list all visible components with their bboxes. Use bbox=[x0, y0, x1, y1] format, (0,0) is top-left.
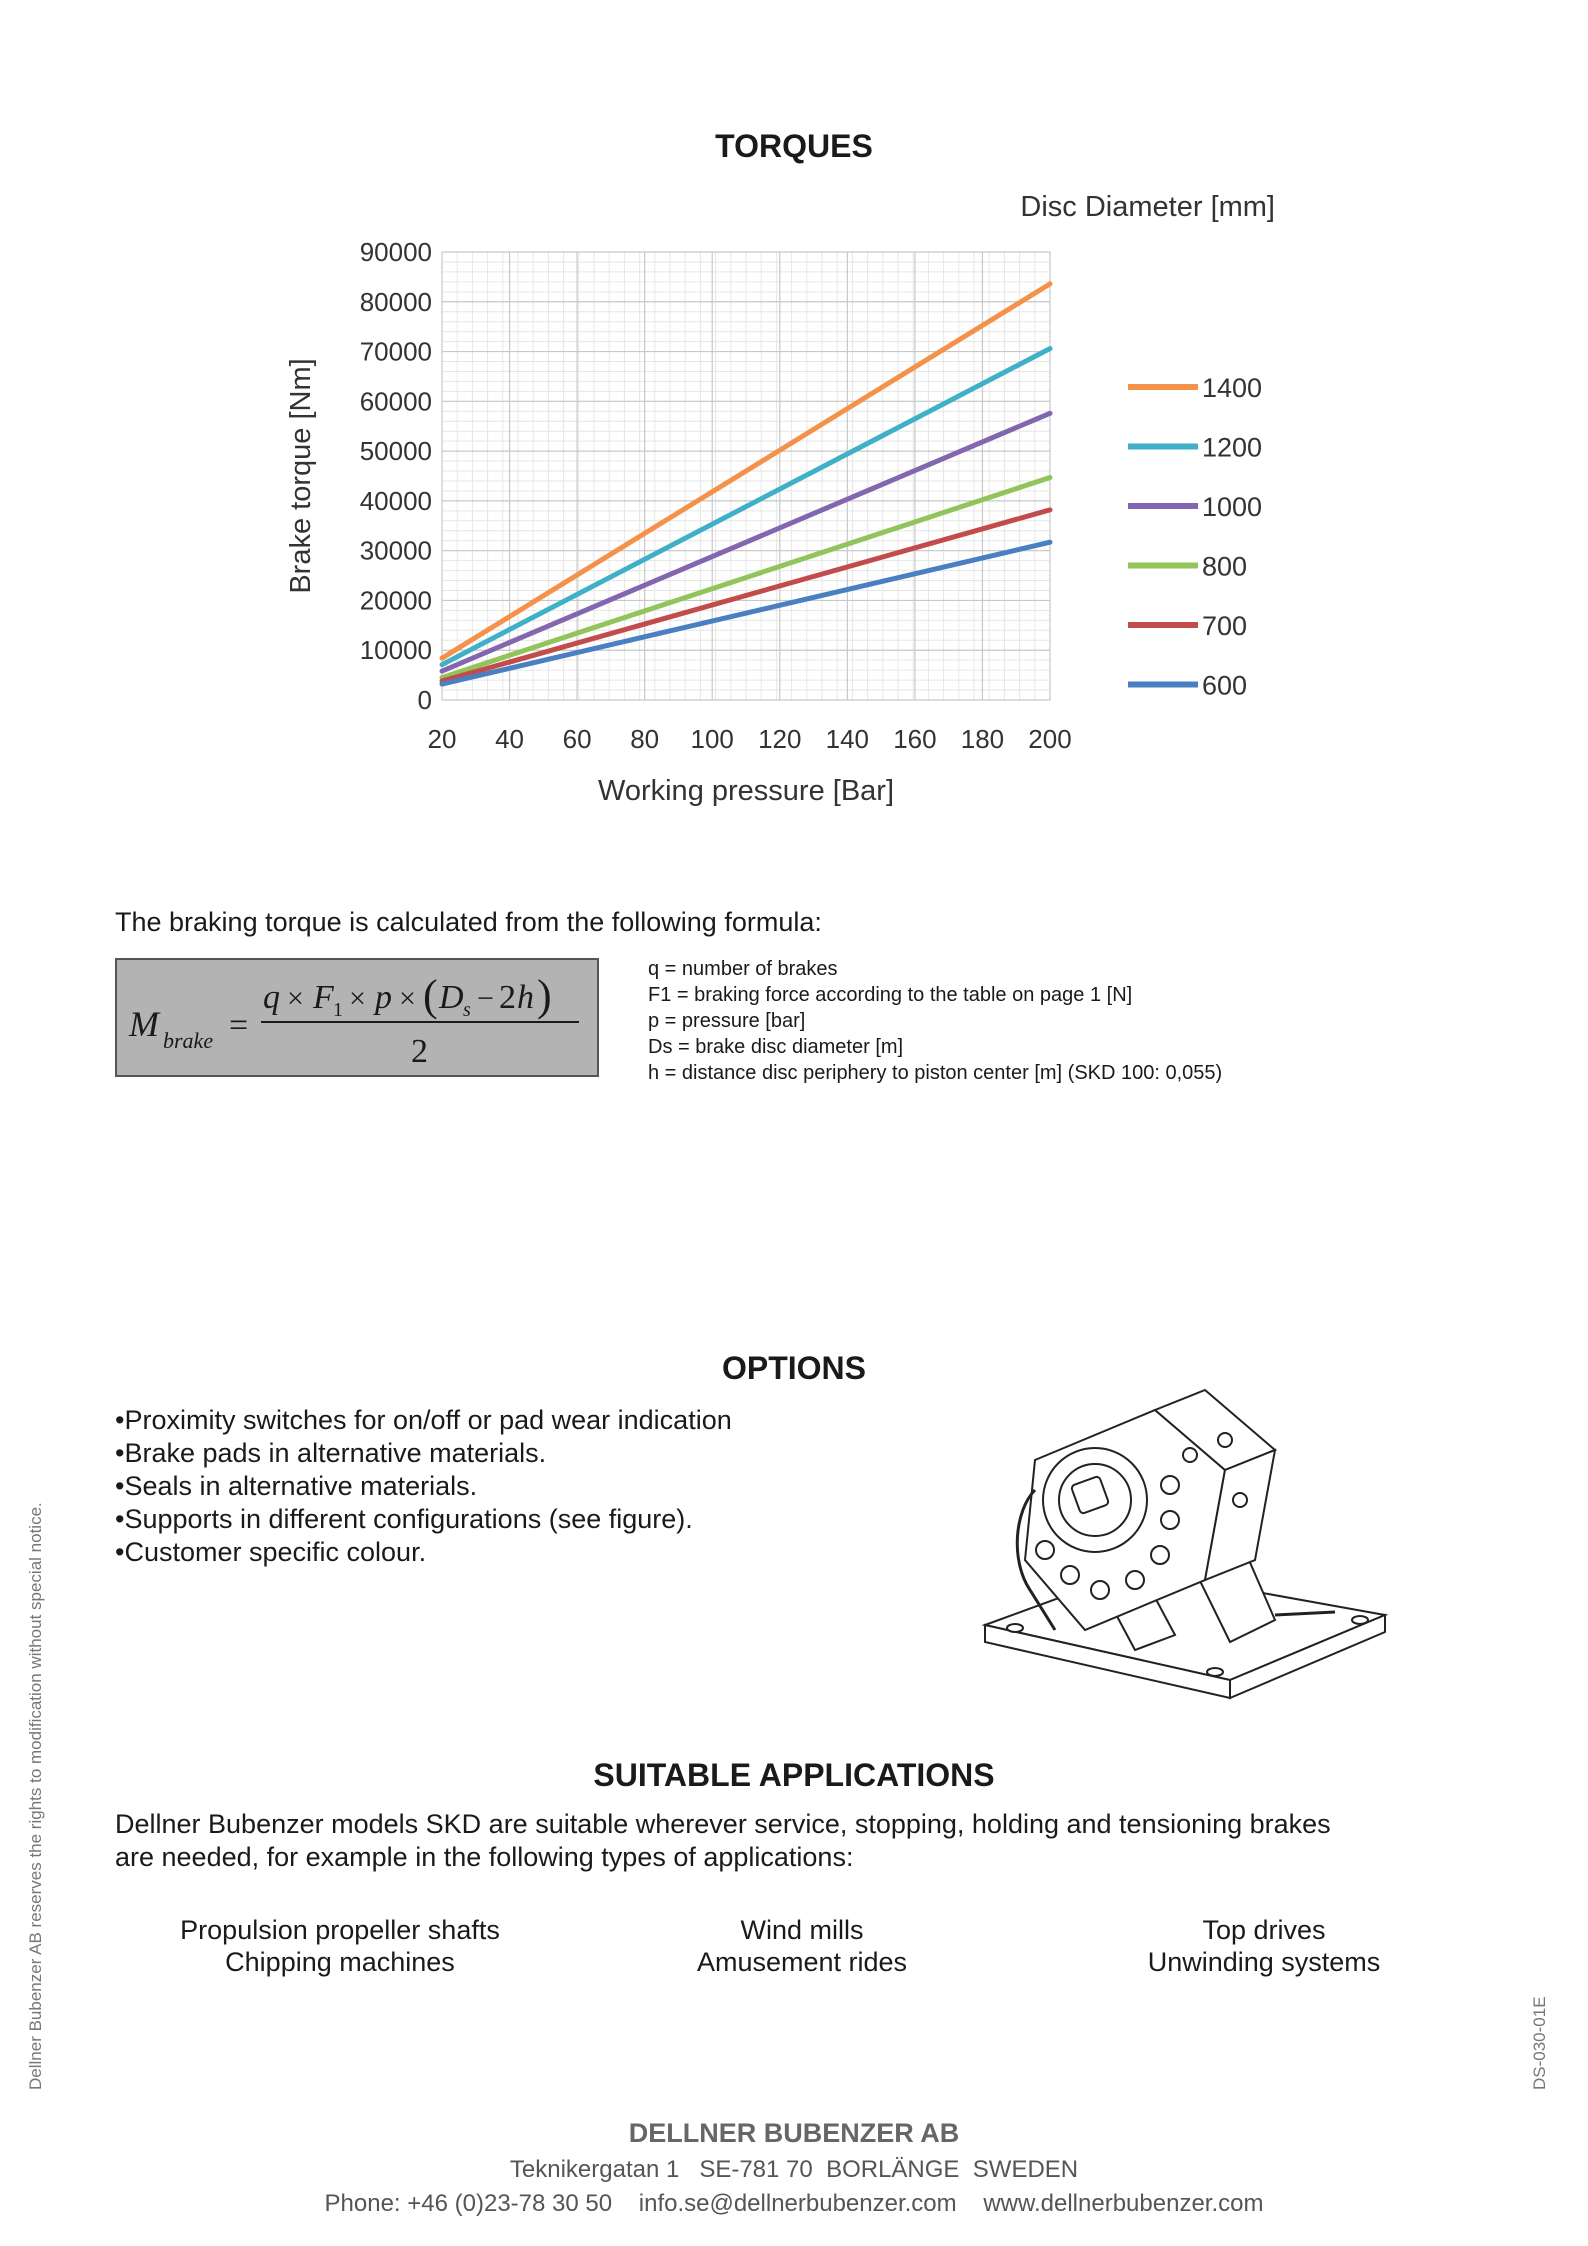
legend-label: 1400 bbox=[1202, 373, 1263, 403]
options-heading: OPTIONS bbox=[721, 1350, 866, 1386]
svg-text:brake: brake bbox=[163, 1028, 214, 1053]
document-code: DS-030-01E bbox=[1530, 1996, 1549, 2090]
svg-text:): ) bbox=[537, 971, 552, 1020]
applications-column-3 bbox=[1054, 1914, 1474, 1978]
svg-text:h: h bbox=[517, 979, 534, 1016]
legend-title: Disc Diameter [mm] bbox=[1020, 191, 1275, 223]
note-h: h = distance disc periphery to piston center [m] (SKD 100: 0,055) bbox=[648, 1062, 1223, 1084]
y-tick-label: 20000 bbox=[359, 585, 432, 616]
application-item: Amusement rides bbox=[696, 1947, 908, 1977]
svg-text:F: F bbox=[313, 979, 334, 1016]
y-tick-label: 50000 bbox=[359, 436, 432, 467]
option-item: • Supports in different configurations (see figure). bbox=[115, 1503, 732, 1536]
formula-box bbox=[115, 958, 599, 1077]
x-tick-label: 200 bbox=[1028, 724, 1072, 754]
application-item: Propulsion propeller shafts bbox=[180, 1915, 500, 1945]
application-item: Top drives bbox=[1202, 1915, 1326, 1945]
svg-text:M: M bbox=[129, 1004, 159, 1044]
y-tick-label: 60000 bbox=[359, 386, 432, 417]
formula-notes bbox=[648, 956, 1222, 1086]
svg-text:=: = bbox=[229, 1007, 249, 1044]
option-item: • Proximity switches for on/off or pad wear indication bbox=[115, 1404, 732, 1437]
svg-text:−: − bbox=[477, 982, 494, 1015]
applications-column-2 bbox=[592, 1914, 1012, 1978]
x-tick-label: 180 bbox=[960, 724, 1005, 754]
y-tick-label: 70000 bbox=[359, 336, 432, 367]
legend-label: 1200 bbox=[1202, 432, 1263, 463]
svg-text:q: q bbox=[263, 979, 280, 1016]
torques-heading: TORQUES bbox=[715, 128, 873, 164]
option-item: • Seals in alternative materials. bbox=[115, 1470, 732, 1503]
footer-company: DELLNER BUBENZER AB bbox=[628, 2118, 960, 2148]
option-item: • Customer specific colour. bbox=[115, 1536, 732, 1569]
svg-text:s: s bbox=[463, 999, 471, 1021]
svg-text:p: p bbox=[375, 979, 392, 1016]
svg-text:1: 1 bbox=[333, 999, 343, 1021]
legend-label: 800 bbox=[1202, 551, 1248, 582]
svg-text:×: × bbox=[399, 982, 416, 1015]
x-tick-label: 40 bbox=[495, 724, 525, 754]
applications-intro-line2: are needed, for example in the following types of applications: bbox=[115, 1842, 854, 1872]
x-tick-label: 120 bbox=[758, 724, 802, 754]
footer-contact: Phone: +46 (0)23-78 30 50 info.se@dellnerbubenzer.com www.dellnerbubenzer.com bbox=[324, 2190, 1264, 2217]
svg-text:×: × bbox=[349, 982, 366, 1015]
svg-text:2: 2 bbox=[499, 979, 516, 1016]
applications-column-1 bbox=[130, 1914, 550, 1978]
y-tick-label: 10000 bbox=[359, 635, 432, 666]
y-tick-label: 30000 bbox=[359, 535, 432, 566]
brake-illustration bbox=[975, 1380, 1395, 1710]
formula-graphic bbox=[117, 960, 597, 1075]
disclaimer-note: Dellner Bubenzer AB reserves the rights to modification without special notice. bbox=[26, 1502, 45, 2090]
application-item: Wind mills bbox=[740, 1915, 864, 1945]
x-tick-label: 80 bbox=[630, 724, 660, 754]
applications-heading: SUITABLE APPLICATIONS bbox=[593, 1757, 995, 1793]
svg-text:×: × bbox=[287, 982, 304, 1015]
note-q: q = number of brakes bbox=[648, 958, 838, 980]
applications-intro bbox=[115, 1808, 1331, 1874]
x-axis-title: Working pressure [Bar] bbox=[597, 775, 895, 807]
y-tick-label: 0 bbox=[417, 685, 432, 715]
svg-text:(: ( bbox=[423, 971, 438, 1020]
options-list bbox=[115, 1404, 732, 1569]
x-tick-label: 20 bbox=[427, 724, 457, 754]
note-ds: Ds = brake disc diameter [m] bbox=[648, 1036, 904, 1058]
svg-text:2: 2 bbox=[411, 1033, 428, 1070]
y-tick-label: 40000 bbox=[359, 485, 432, 516]
application-item: Unwinding systems bbox=[1147, 1947, 1381, 1977]
y-axis-title: Brake torque [Nm] bbox=[285, 358, 317, 594]
option-item: • Brake pads in alternative materials. bbox=[115, 1437, 732, 1470]
torque-chart bbox=[270, 180, 1310, 820]
x-tick-label: 140 bbox=[825, 724, 870, 754]
y-tick-label: 80000 bbox=[359, 286, 432, 317]
legend-label: 1000 bbox=[1202, 492, 1263, 522]
y-tick-label: 90000 bbox=[359, 237, 432, 267]
application-item: Chipping machines bbox=[225, 1947, 455, 1977]
applications-intro-line1: Dellner Bubenzer models SKD are suitable wherever service, stopping, holding and tensioning brakes bbox=[115, 1809, 1331, 1839]
formula-intro: The braking torque is calculated from the following formula: bbox=[115, 907, 822, 937]
legend-label: 600 bbox=[1202, 670, 1248, 701]
x-tick-label: 100 bbox=[690, 724, 734, 754]
note-p: p = pressure [bar] bbox=[648, 1010, 806, 1032]
x-tick-label: 160 bbox=[893, 724, 937, 754]
note-f1: F1 = braking force according to the table on page 1 [N] bbox=[648, 984, 1133, 1006]
legend-label: 700 bbox=[1202, 611, 1248, 641]
svg-text:D: D bbox=[439, 979, 464, 1016]
x-tick-label: 60 bbox=[562, 724, 592, 754]
footer-address: Teknikergatan 1 SE-781 70 BORLÄNGE SWEDEN bbox=[509, 2156, 1079, 2183]
